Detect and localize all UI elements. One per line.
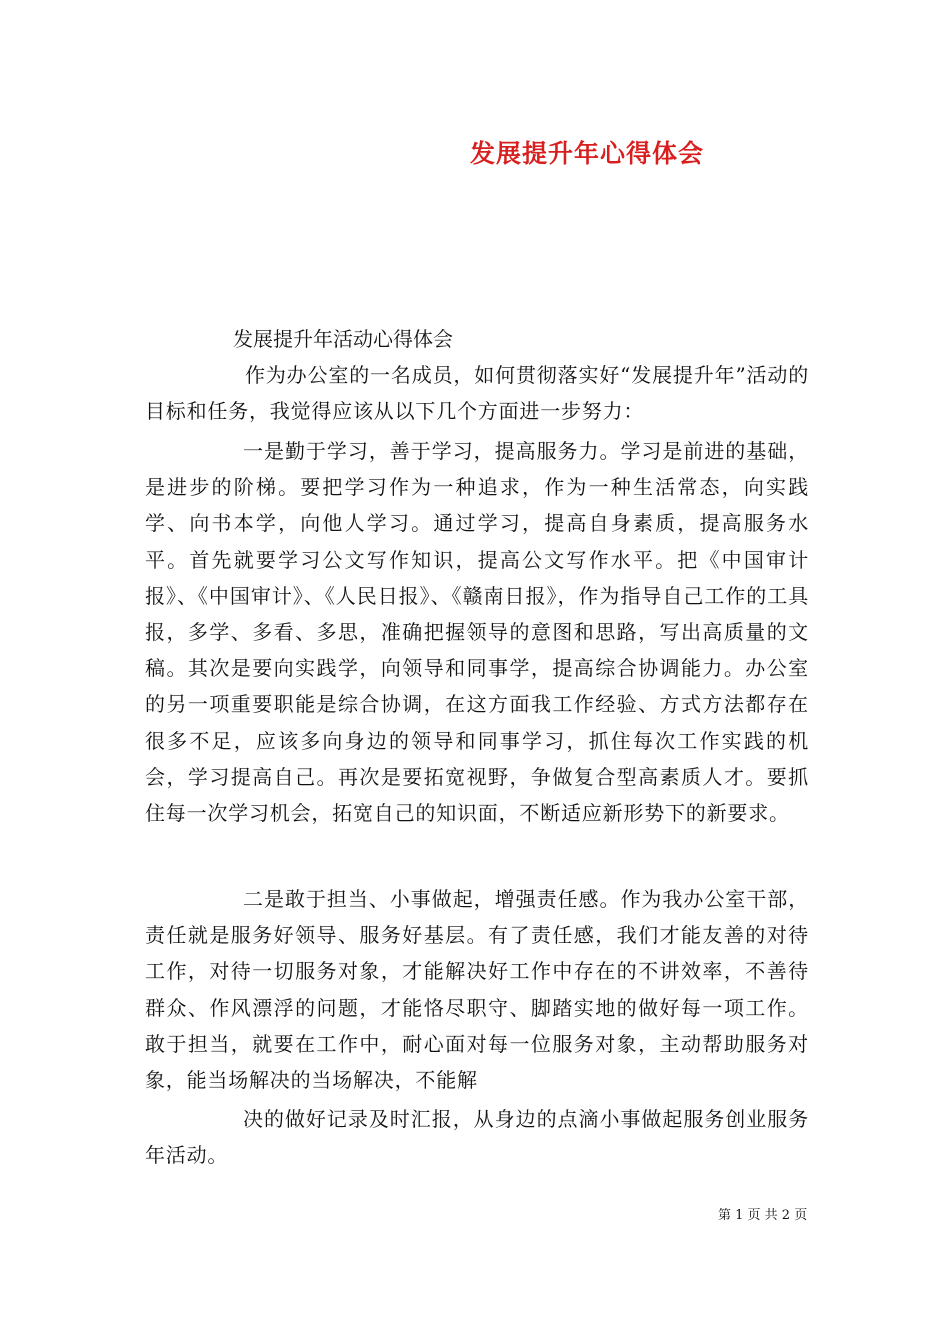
paragraph-continuation: 决的做好记录及时汇报，从身边的点滴小事做起服务创业服务年活动。 xyxy=(145,1107,809,1168)
page-number-footer: 第 1 页 共 2 页 xyxy=(718,1208,808,1223)
document-subtitle: 发展提升年活动心得体会 xyxy=(233,327,453,351)
paragraph-point-one: 一是勤于学习，善于学习，提高服务力。学习是前进的基础，是进步的阶梯。要把学习作为一种追求，作为一种生活常态，向实践学、向书本学，向他人学习。通过学习，提高自身素质，提高服务水平。首先就要学习公文写作知识，提高公文写作水平。把《中国审计报》、《中国审计》、《人民日报》、《赣南日报》，作为指导自己工作的工具报，多学、多看、多思，准确把握领导的意图和思路，写出高质量的文稿。其次是要向实践学，向领导和同事学，提高综合协调能力。办公室的另一项重要职能是综合协调，在这方面我工作经验、方式方法都存在很多不足，应该多向身边的领导和同事学习，抓住每次工作实践的机会，学习提高自己。再次是要拓宽视野，争做复合型高素质人才。要抓住每一次学习机会，拓宽自己的知识面，不断适应新形势下的新要求。 xyxy=(145,439,809,826)
document-title: 发展提升年心得体会 xyxy=(470,139,705,168)
paragraph-point-two: 二是敢于担当、小事做起，增强责任感。作为我办公室干部，责任就是服务好领导、服务好基层。有了责任感，我们才能友善的对待工作，对待一切服务对象，才能解决好工作中存在的不讲效率，不善待群众、作风漂浮的问题，才能恪尽职守、脚踏实地的做好每一项工作。敢于担当，就要在工作中，耐心面对每一位服务对象，主动帮助服务对象，能当场解决的当场解决，不能解 xyxy=(145,887,809,1093)
paragraph-intro: 作为办公室的一名成员，如何贯彻落实好“发展提升年”活动的目标和任务，我觉得应该从以下几个方面进一步努力： xyxy=(145,363,809,424)
